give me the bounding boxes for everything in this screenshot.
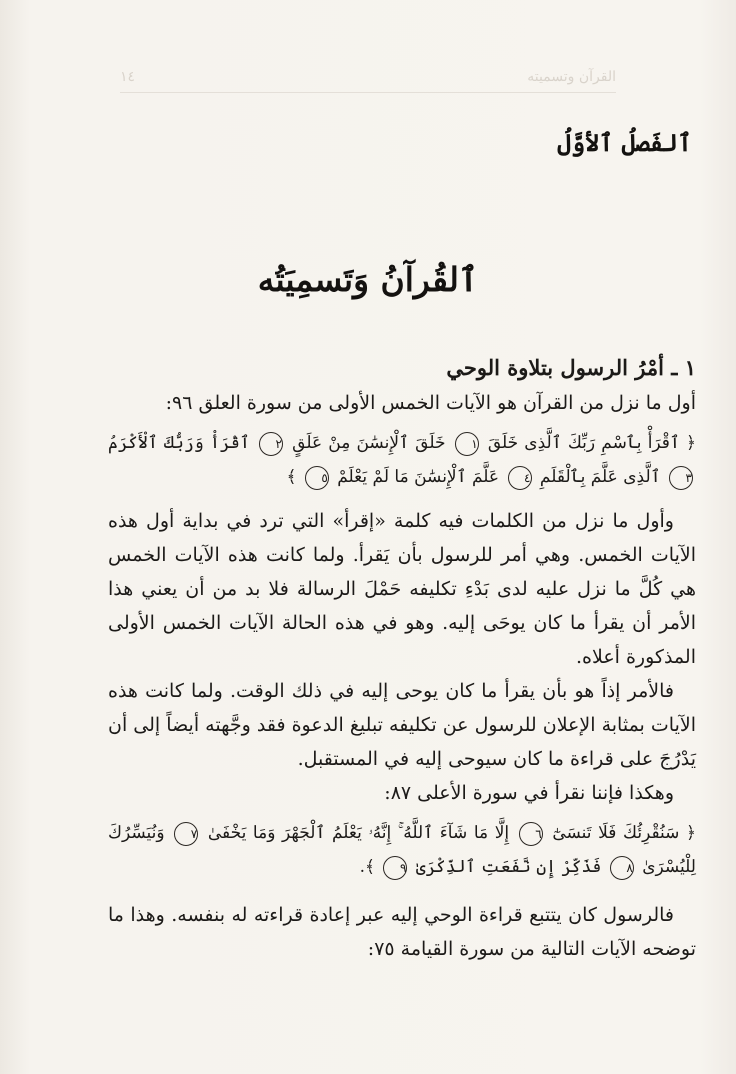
- verse-number-marker: ٨: [610, 856, 634, 880]
- alaq-close-bracket: ﴾: [286, 467, 297, 487]
- ala-verse-text: ﴿ سَنُقْرِئُكَ فَلَا تَنسَىٰٓ: [545, 823, 696, 843]
- verse-number-marker: ٥: [305, 466, 329, 490]
- ala-close-bracket: ﴾.: [359, 857, 376, 877]
- alaq-verse-text: ٱقْرَأْ وَرَبُّكَ ٱلْأَكْرَمُ: [108, 433, 250, 453]
- quran-quote-alaq: [108, 426, 696, 494]
- ala-verse-text: إِلَّا مَا شَآءَ ٱللَّهُ ۚ إِنَّهُۥ يَعْلَمُ ٱلْجَهْرَ وَمَا يَخْفَىٰ: [201, 823, 510, 843]
- verse-number-marker: ٤: [508, 466, 532, 490]
- alaq-verse-text: خَلَقَ ٱلْإِنسَٰنَ مِنْ عَلَقٍ: [286, 433, 446, 453]
- alaq-verse-text: عَلَّمَ ٱلْإِنسَٰنَ مَا لَمْ يَعْلَمْ: [331, 467, 500, 487]
- chapter-label: ٱلفَصلُ ٱلأوَّلُ: [557, 128, 692, 157]
- page-body: [108, 350, 696, 966]
- verse-number-marker: ١: [455, 432, 479, 456]
- ala-verse-text: وَنُيَسِّرُكَ لِلْيُسْرَىٰ: [108, 823, 696, 877]
- running-header: [120, 62, 616, 93]
- verse-number-marker: ٣: [669, 466, 693, 490]
- alaq-verse-text: ٱلَّذِى عَلَّمَ بِٱلْقَلَمِ: [534, 467, 661, 487]
- verse-number-marker: ٩: [383, 856, 407, 880]
- verse-number-marker: ٧: [174, 822, 198, 846]
- chapter-title: ٱلقُرآنُ وَتَسمِيَتُه: [257, 260, 479, 299]
- verse-number-marker: ٦: [519, 822, 543, 846]
- page-number: ١٤: [120, 69, 136, 85]
- running-header-title: القرآن وتسميته: [527, 69, 616, 85]
- intro-paragraph-2: وهكذا فإننا نقرأ في سورة الأعلى ٨٧:: [384, 782, 674, 804]
- ala-verse-text: فَذَكِّرْ إِن نَّفَعَتِ ٱلذِّكْرَىٰ: [410, 857, 602, 877]
- section-heading: ١ ـ أمْرُ الرسول بتلاوة الوحي: [446, 355, 696, 380]
- verse-number-marker: ٢: [259, 432, 283, 456]
- body-paragraph-3: فالرسول كان يتتبع قراءة الوحي إليه عبر إعادة قراءته له بنفسه. وهذا ما توضحه الآيات التالية من سورة القيامة ٧٥:: [108, 904, 696, 960]
- alaq-verse-text: ﴿ ٱقْرَأْ بِٱسْمِ رَبِّكَ ٱلَّذِى خَلَقَ: [481, 433, 697, 453]
- body-paragraph-1: وأول ما نزل من الكلمات فيه كلمة «إقرأ» التي ترد في بداية أول هذه الآيات الخمس. وهي أمر للرسول بأن يَقرأ. ولما كانت هذه الآيات الخمس هي كُلَّ ما نزل عليه لدى بَدْءِ تكليفه حَمْلَ الرسالة فلا بد من أن يعني هذا الأمر أن يقرأ ما كان يوحَى إليه. وهو في هذه الحالة الآيات الخمس الأولى المذكورة أعلاه.: [108, 510, 696, 668]
- intro-paragraph: أول ما نزل من القرآن هو الآيات الخمس الأولى من سورة العلق ٩٦:: [165, 392, 696, 414]
- body-paragraph-2: فالأمر إذاً هو بأن يقرأ ما كان يوحى إليه في ذلك الوقت. ولما كانت هذه الآيات بمثابة الإعلان للرسول عن تكليفه تبليغ الدعوة فقد وجَّهته أيضاً إلى أن يَدْرُجَ على قراءة ما كان سيوحى إليه في المستقبل.: [108, 680, 696, 770]
- quran-quote-ala: [108, 816, 696, 884]
